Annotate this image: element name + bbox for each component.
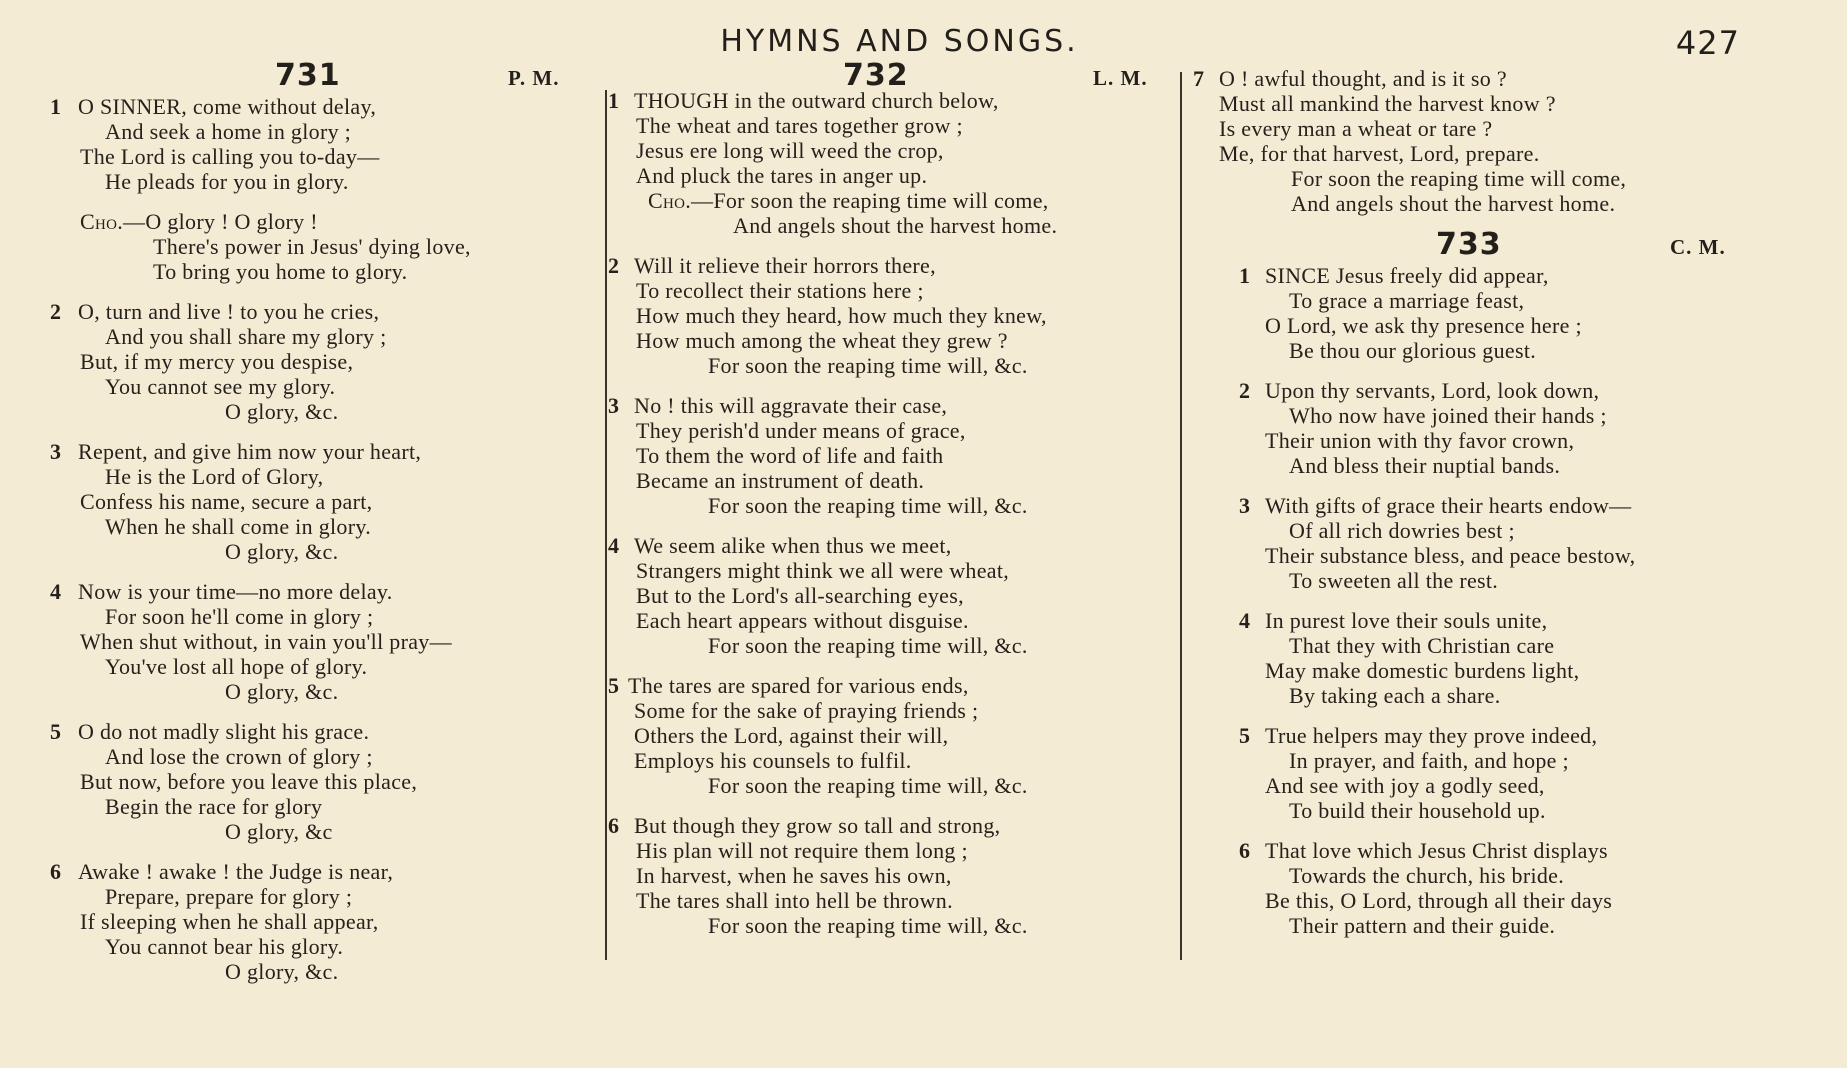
verse-line: Became an instrument of death. [636, 468, 925, 493]
column-rule-right [1180, 72, 1182, 960]
verse-line: May make domestic burdens light, [1265, 658, 1580, 683]
hymn-meter: P. M. [508, 66, 560, 90]
verse-refrain: For soon the reaping time will, &c. [708, 633, 1028, 658]
verse-line: Will it relieve their horrors there, [634, 253, 936, 278]
verse-number: 2 [1239, 378, 1250, 403]
chorus-line: And angels shout the harvest home. [733, 213, 1058, 238]
verse-refrain: O glory, &c. [225, 399, 339, 424]
verse-line: Jesus ere long will weed the crop, [636, 138, 944, 163]
verse-4 [50, 579, 590, 704]
verse-line: Employs his counsels to fulfil. [634, 748, 912, 773]
verse-line: Is every man a wheat or tare ? [1219, 116, 1493, 141]
verse-1 [50, 94, 590, 194]
verse-line: O SINNER, come without delay, [78, 94, 377, 119]
chorus-text: —O glory ! O glory ! [123, 209, 318, 234]
verse-line: Now is your time—no more delay. [78, 579, 393, 604]
verse-number: 5 [50, 719, 61, 744]
verse-refrain: For soon the reaping time will, &c. [708, 773, 1028, 798]
verse-line: You cannot bear his glory. [105, 934, 344, 959]
hymn-733 [1193, 263, 1753, 938]
verse-refrain: For soon the reaping time will, &c. [708, 493, 1028, 518]
verse-number: 4 [1239, 608, 1250, 633]
verse-line: Towards the church, his bride. [1289, 863, 1565, 888]
verse-line: Awake ! awake ! the Judge is near, [78, 859, 394, 884]
verse-line: Must all mankind the harvest know ? [1219, 91, 1556, 116]
chorus-line: There's power in Jesus' dying love, [153, 234, 471, 259]
verse-line: If sleeping when he shall appear, [80, 909, 379, 934]
verse-line: We seem alike when thus we meet, [634, 533, 952, 558]
verse-number: 6 [50, 859, 61, 884]
verse-line: O, turn and live ! to you he cries, [78, 299, 380, 324]
verse-3 [50, 439, 590, 564]
verse-line: To grace a marriage feast, [1289, 288, 1525, 313]
verse-line: In harvest, when he saves his own, [636, 863, 952, 888]
verse-line: But to the Lord's all-searching eyes, [636, 583, 964, 608]
verse-line: Be this, O Lord, through all their days [1265, 888, 1613, 913]
verse-line: The wheat and tares together grow ; [636, 113, 963, 138]
verse-refrain: For soon the reaping time will, &c. [708, 913, 1028, 938]
verse-line: And you shall share my glory ; [105, 324, 387, 349]
verse-line: To them the word of life and faith [636, 443, 944, 468]
verse-line: In purest love their souls unite, [1265, 608, 1548, 633]
chorus-label: Cho. [648, 188, 692, 213]
verse-line: When he shall come in glory. [105, 514, 372, 539]
verse-number: 1 [50, 94, 61, 119]
verse-line: O Lord, we ask thy presence here ; [1265, 313, 1582, 338]
verse-line: To sweeten all the rest. [1289, 568, 1499, 593]
verse-number: 1 [1239, 263, 1250, 288]
verse-line: You cannot see my glory. [105, 374, 336, 399]
verse-4 [608, 533, 1168, 658]
verse-5 [50, 719, 590, 844]
hymn-meter: L. M. [1093, 66, 1148, 90]
verse-5 [608, 673, 1168, 798]
verse-line: Confess his name, secure a part, [80, 489, 373, 514]
chorus [50, 209, 590, 284]
verse-2 [1239, 378, 1753, 478]
verse-line: Begin the race for glory [105, 794, 323, 819]
verse-4 [1239, 608, 1753, 708]
chorus-label: Cho. [80, 209, 124, 234]
verse-line: With gifts of grace their hearts endow— [1265, 493, 1632, 518]
verse-line: Their substance bless, and peace bestow, [1265, 543, 1636, 568]
running-title: HYMNS AND SONGS. [720, 24, 1079, 59]
verse-line: Strangers might think we all were wheat, [636, 558, 1010, 583]
chorus-line [50, 209, 590, 234]
chorus-line: And angels shout the harvest home. [1291, 191, 1616, 216]
verse-line: SINCE Jesus freely did appear, [1265, 263, 1549, 288]
verse-line: O ! awful thought, and is it so ? [1219, 66, 1507, 91]
verse-line: But now, before you leave this place, [80, 769, 418, 794]
verse-number: 5 [1239, 723, 1250, 748]
verse-refrain: O glory, &c. [225, 679, 339, 704]
page-number: 427 [1675, 24, 1740, 62]
hymn-number: 733 [1436, 227, 1502, 262]
verse-number: 3 [50, 439, 61, 464]
verse-line: By taking each a share. [1289, 683, 1501, 708]
verse-line: To recollect their stations here ; [636, 278, 924, 303]
verse-line: His plan will not require them long ; [636, 838, 968, 863]
verse-refrain: For soon the reaping time will, &c. [708, 353, 1028, 378]
verse-refrain: O glory, &c [225, 819, 333, 844]
verse-number: 3 [608, 393, 619, 418]
verse-number: 2 [608, 253, 619, 278]
verse-line: For soon he'll come in glory ; [105, 604, 374, 629]
verse-line: True helpers may they prove indeed, [1265, 723, 1598, 748]
verse-number: 1 [608, 88, 619, 113]
verse-line: Be thou our glorious guest. [1289, 338, 1537, 363]
hymn-meter: C. M. [1670, 235, 1726, 259]
hymn-733-column [1193, 66, 1753, 953]
hymn-number: 731 [275, 58, 341, 93]
verse-line: Their union with thy favor crown, [1265, 428, 1575, 453]
verse-line: How much they heard, how much they knew, [636, 303, 1047, 328]
verse-line: How much among the wheat they grew ? [636, 328, 1008, 353]
verse-line: No ! this will aggravate their case, [634, 393, 948, 418]
verse-2 [50, 299, 590, 424]
verse-line: You've lost all hope of glory. [105, 654, 368, 679]
verse-line: Each heart appears without disguise. [636, 608, 969, 633]
chorus-line: For soon the reaping time will come, [1291, 166, 1627, 191]
verse-line: But, if my mercy you despise, [80, 349, 354, 374]
verse-line: Their pattern and their guide. [1289, 913, 1556, 938]
verse-1 [608, 88, 1168, 238]
verse-number: 6 [608, 813, 619, 838]
verse-line: Repent, and give him now your heart, [78, 439, 422, 464]
verse-line: That they with Christian care [1289, 633, 1555, 658]
verse-line: He pleads for you in glory. [105, 169, 349, 194]
verse-line: He is the Lord of Glory, [105, 464, 324, 489]
verse-2 [608, 253, 1168, 378]
verse-refrain: O glory, &c. [225, 539, 339, 564]
verse-line: And see with joy a godly seed, [1265, 773, 1545, 798]
verse-number: 2 [50, 299, 61, 324]
verse-line: And pluck the tares in anger up. [636, 163, 928, 188]
verse-number: 6 [1239, 838, 1250, 863]
verse-line: But though they grow so tall and strong, [634, 813, 1001, 838]
verse-line: Some for the sake of praying friends ; [634, 698, 979, 723]
verse-line: To build their household up. [1289, 798, 1546, 823]
verse-line: And seek a home in glory ; [105, 119, 352, 144]
verse-6 [50, 859, 590, 984]
verse-7 [1193, 66, 1753, 216]
verse-line: Of all rich dowries best ; [1289, 518, 1515, 543]
verse-3 [608, 393, 1168, 518]
verse-number: 7 [1193, 66, 1204, 91]
verse-number: 4 [50, 579, 61, 604]
verse-line: When shut without, in vain you'll pray— [80, 629, 452, 654]
verse-line: They perish'd under means of grace, [636, 418, 966, 443]
verse-line: In prayer, and faith, and hope ; [1289, 748, 1569, 773]
verse-line: O do not madly slight his grace. [78, 719, 370, 744]
chorus-line: To bring you home to glory. [153, 259, 408, 284]
verse-line: And lose the crown of glory ; [105, 744, 373, 769]
verse-6 [1239, 838, 1753, 938]
verse-line: Prepare, prepare for glory ; [105, 884, 353, 909]
verse-line: The tares shall into hell be thrown. [636, 888, 953, 913]
hymn-731 [50, 58, 590, 999]
chorus-line [608, 188, 1168, 213]
verse-line: That love which Jesus Christ displays [1265, 838, 1608, 863]
verse-number: 3 [1239, 493, 1250, 518]
verse-5 [1239, 723, 1753, 823]
verse-line: Me, for that harvest, Lord, prepare. [1219, 141, 1540, 166]
verse-line: The Lord is calling you to-day— [80, 144, 380, 169]
verse-number: 5 [608, 673, 619, 698]
verse-1 [1239, 263, 1753, 363]
verse-line: And bless their nuptial bands. [1289, 453, 1561, 478]
hymn-header [1193, 227, 1753, 263]
verse-line: THOUGH in the outward church below, [634, 88, 999, 113]
hymn-number: 732 [843, 58, 909, 93]
verse-line: Upon thy servants, Lord, look down, [1265, 378, 1600, 403]
verse-6 [608, 813, 1168, 938]
chorus-text: —For soon the reaping time will come, [691, 188, 1049, 213]
verse-line: Others the Lord, against their will, [634, 723, 949, 748]
hymn-header [50, 58, 590, 94]
verse-number: 4 [608, 533, 619, 558]
verse-3 [1239, 493, 1753, 593]
verse-line: The tares are spared for various ends, [628, 673, 969, 698]
verse-refrain: O glory, &c. [225, 959, 339, 984]
column-rule-left [605, 90, 607, 960]
hymn-732 [608, 58, 1168, 953]
verse-line: Who now have joined their hands ; [1289, 403, 1607, 428]
